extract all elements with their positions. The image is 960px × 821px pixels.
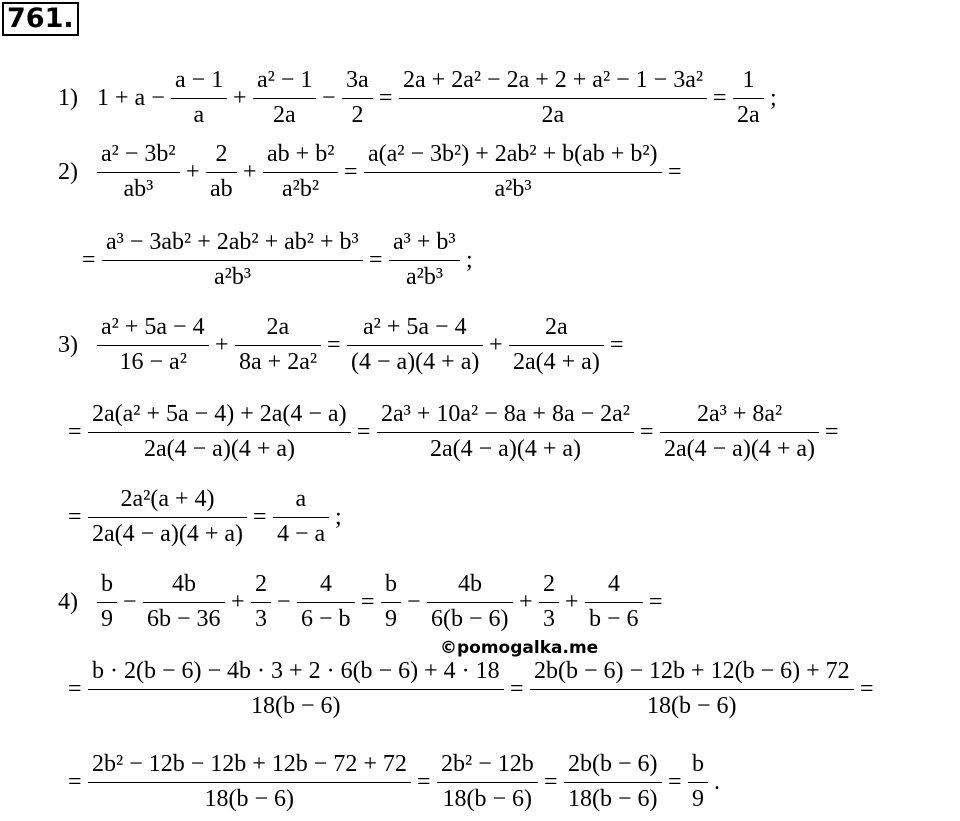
fraction-denominator: 4 − a [277,521,326,547]
fraction-denominator: 9 [692,786,704,812]
fraction-bar [688,782,708,783]
fraction-bar [97,602,117,603]
math-text: = [68,504,82,530]
math-text: = [369,247,383,273]
math-text: = [713,85,727,111]
fraction-denominator: a²b³ [494,176,532,202]
fraction-numerator: b [385,571,397,597]
fraction-bar [585,602,643,603]
fraction-numerator: a² − 1 [257,67,313,93]
fraction-denominator: 6 − b [301,606,351,632]
math-text: = [327,332,341,358]
fraction-numerator: a(a² − 3b²) + 2ab² + b(ab + b²) [368,141,658,167]
fraction-bar [660,432,819,433]
fraction-numerator: 2b(b − 6) [568,751,658,777]
fraction-numerator: 2a [545,314,568,340]
math-text: ; [466,247,473,273]
fraction-numerator: 2b² − 12b [441,751,534,777]
fraction-denominator: 16 − a² [119,349,187,375]
fraction-denominator: 3 [255,606,267,632]
fraction-bar [297,602,355,603]
fraction-denominator: 2a [541,102,565,128]
fraction-numerator: 4 [608,571,620,597]
fraction-numerator: 2 [543,571,555,597]
fraction-numerator: a² − 3b² [101,141,176,167]
fraction-denominator: 2 [351,102,364,128]
fraction-denominator: 18(b − 6) [442,786,533,812]
fraction-numerator: 2a(a² + 5a − 4) + 2a(4 − a) [92,401,347,427]
math-text: = [610,332,624,358]
fraction-denominator: 18(b − 6) [204,786,295,812]
fraction-bar [342,98,373,99]
math-text: ; [335,504,342,530]
fraction-numerator: a − 1 [175,67,224,93]
fraction-denominator: 2a [737,102,760,128]
fraction-bar [253,98,316,99]
fraction-denominator: b − 6 [589,606,639,632]
fraction-bar [509,345,604,346]
fraction-bar [235,345,321,346]
math-text: + [243,159,257,185]
item-label: 1) [58,85,78,111]
fraction-denominator: 2a(4 + a) [513,349,600,375]
fraction-bar [88,689,504,690]
fraction-numerator: 3a [346,67,369,93]
math-text: . [714,769,720,795]
fraction-numerator: 2b(b − 6) − 12b + 12(b − 6) + 72 [534,658,850,684]
math-text: + [489,332,503,358]
fraction-numerator: 4 [320,571,332,597]
math-text: = [344,159,358,185]
math-text: = [668,769,682,795]
math-text: + [233,85,247,111]
math-text: = [68,676,82,702]
fraction-bar [171,98,227,99]
math-text: = [860,676,874,702]
fraction-bar [347,345,483,346]
fraction-denominator: 2a [273,102,296,128]
fraction-denominator: ab³ [123,176,154,202]
fraction-denominator: a²b² [282,176,320,202]
fraction-denominator: (4 − a)(4 + a) [351,349,480,375]
fraction-denominator: 3 [543,606,555,632]
fraction-numerator: a³ + b³ [393,229,456,255]
fraction-numerator: 2a²(a + 4) [120,486,215,512]
math-text: − [123,589,137,615]
fraction-numerator: 2 [215,141,228,167]
math-text: + [186,159,200,185]
fraction-bar [102,260,363,261]
fraction-bar [273,517,329,518]
fraction-bar [97,172,180,173]
fraction-denominator: 2a(4 − a)(4 + a) [664,436,815,462]
math-text: = [82,247,96,273]
fraction-bar [377,432,634,433]
fraction-bar [539,602,559,603]
fraction-denominator: 6(b − 6) [431,606,509,632]
fraction-bar [206,172,237,173]
fraction-bar [437,782,538,783]
math-text: = [379,85,393,111]
fraction-bar [564,782,662,783]
fraction-numerator: 2a + 2a² − 2a + 2 + a² − 1 − 3a² [403,67,704,93]
fraction-bar [364,172,662,173]
fraction-bar [263,172,338,173]
watermark: ©pomogalka.me [440,638,599,658]
fraction-bar [251,602,271,603]
fraction-numerator: 2a [266,314,290,340]
math-text: = [357,419,371,445]
fraction-bar [389,260,460,261]
fraction-bar [88,517,247,518]
fraction-numerator: b [101,571,113,597]
fraction-denominator: 9 [101,606,113,632]
fraction-numerator: a³ − 3ab² + 2ab² + ab² + b³ [106,229,359,255]
fraction-bar [97,345,209,346]
item-label: 2) [58,159,78,185]
math-text: + [519,589,533,615]
math-text: = [68,419,82,445]
fraction-numerator: 4b [172,571,196,597]
fraction-denominator: 18(b − 6) [568,786,658,812]
math-text: 1 + a − [97,85,165,111]
math-text: = [640,419,654,445]
fraction-bar [427,602,513,603]
fraction-numerator: 1 [742,67,755,93]
fraction-numerator: b [692,751,704,777]
fraction-denominator: 9 [385,606,397,632]
fraction-denominator: 2a(4 − a)(4 + a) [144,436,295,462]
fraction-bar [88,432,351,433]
fraction-denominator: a [193,102,205,128]
fraction-denominator: 6b − 36 [147,606,221,632]
fraction-denominator: ab [210,176,233,202]
fraction-denominator: 8a + 2a² [239,349,318,375]
math-text: = [544,769,558,795]
fraction-denominator: a²b³ [214,264,252,290]
math-text: = [68,769,82,795]
math-text: + [565,589,579,615]
math-text: = [649,589,663,615]
fraction-bar [143,602,225,603]
fraction-numerator: 2a³ + 8a² [697,401,783,427]
math-text: = [417,769,431,795]
fraction-denominator: a²b³ [406,264,444,290]
math-text: + [215,332,229,358]
math-text: − [322,85,336,111]
fraction-numerator: a² + 5a − 4 [363,314,467,340]
math-text: − [277,589,291,615]
fraction-numerator: b · 2(b − 6) − 4b · 3 + 2 · 6(b − 6) + 4 · 18 [92,658,500,684]
fraction-numerator: 4b [458,571,482,597]
math-text: = [361,589,375,615]
fraction-denominator: 2a(4 − a)(4 + a) [92,521,243,547]
fraction-bar [530,689,854,690]
math-text: = [253,504,267,530]
fraction-denominator: 2a(4 − a)(4 + a) [430,436,581,462]
fraction-bar [381,602,401,603]
math-text: = [510,676,524,702]
fraction-numerator: 2 [255,571,267,597]
fraction-bar [399,98,707,99]
math-text: ; [770,85,777,111]
math-text: = [668,159,682,185]
problem-number: 761. [2,2,79,36]
math-text: − [407,589,421,615]
math-text: = [825,419,839,445]
fraction-numerator: a [295,486,307,512]
fraction-numerator: 2b² − 12b − 12b + 12b − 72 + 72 [92,751,407,777]
item-label: 3) [58,332,78,358]
fraction-denominator: 18(b − 6) [647,693,737,719]
fraction-numerator: 2a³ + 10a² − 8a + 8a − 2a² [381,401,630,427]
math-text: + [231,589,245,615]
fraction-bar [88,782,411,783]
fraction-denominator: 18(b − 6) [251,693,341,719]
fraction-bar [733,98,764,99]
item-label: 4) [58,589,78,615]
fraction-numerator: a² + 5a − 4 [101,314,205,340]
fraction-numerator: ab + b² [267,141,335,167]
